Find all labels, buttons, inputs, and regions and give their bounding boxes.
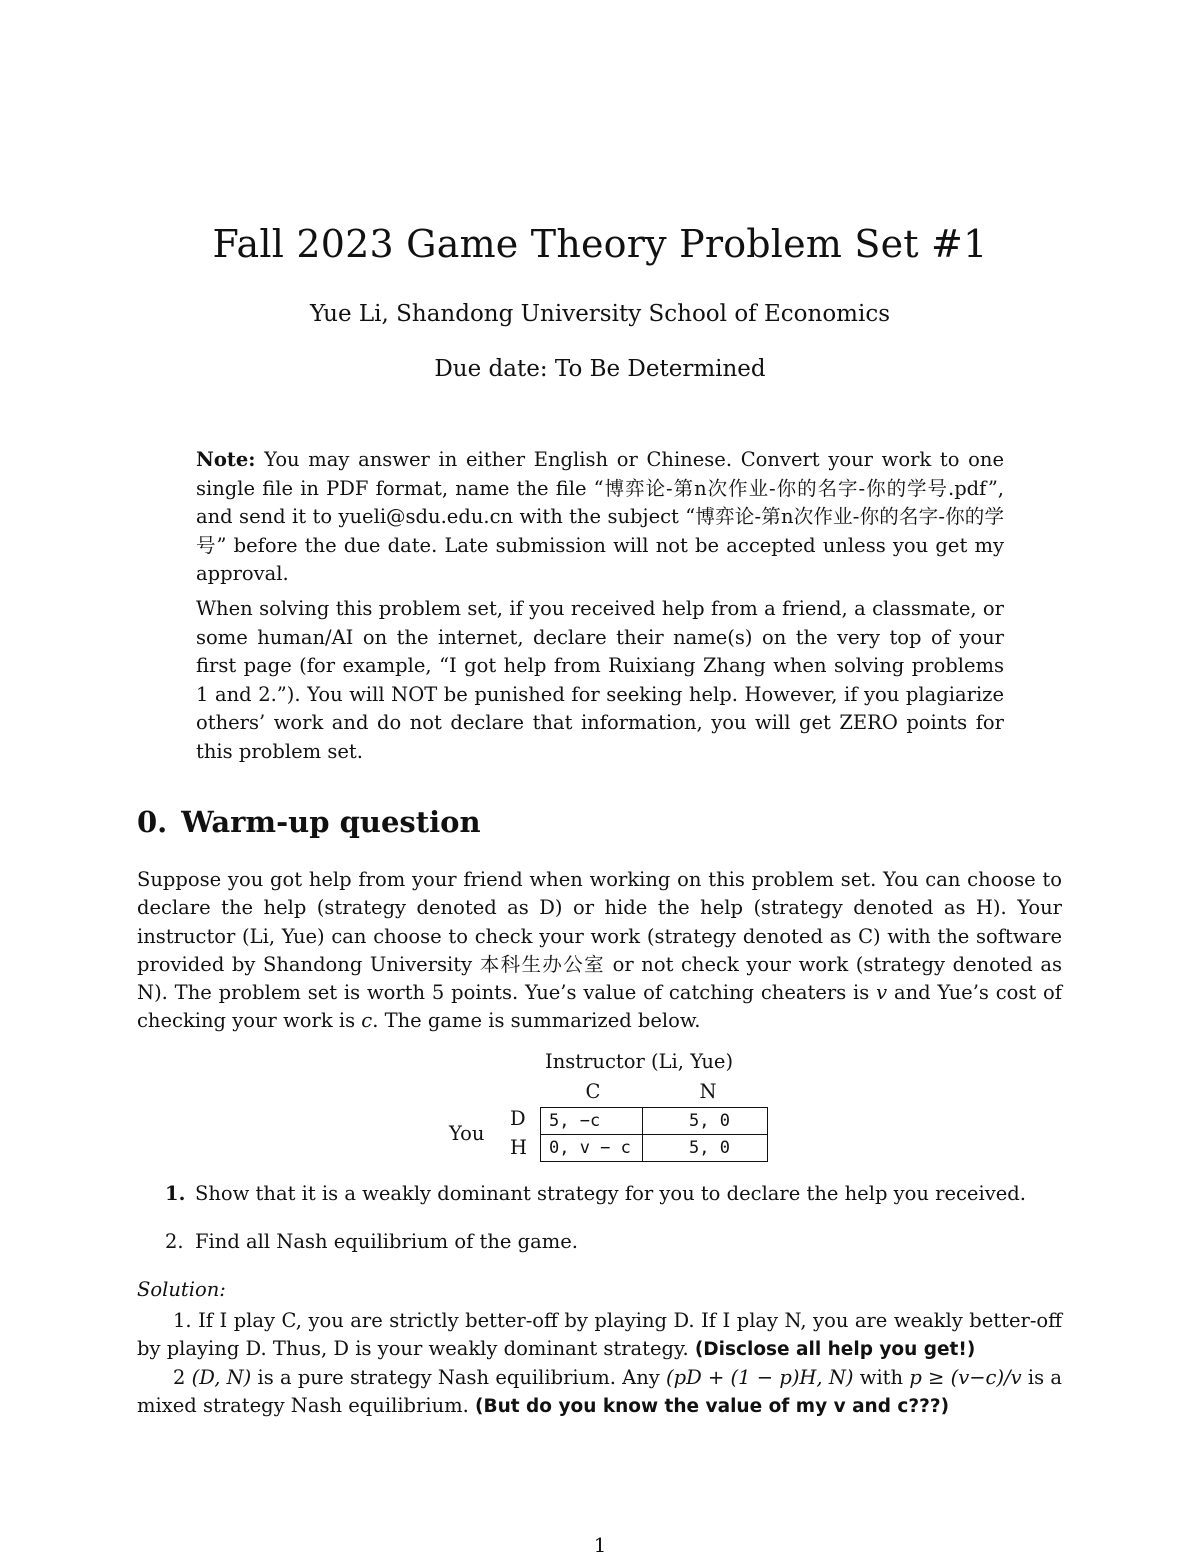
solution-emphasis: (Disclose all help you get!)	[694, 1339, 976, 1361]
solution-text: 1. If I play C, you are strictly better-off by playing D. If I play N, you are weakly better-off by playing D. Thus, D is your weakly dominant strategy.	[137, 1309, 1062, 1361]
var-v: v	[876, 981, 888, 1005]
column-label-c: C	[585, 1080, 601, 1103]
question-text: Show that it is a weakly dominant strategy for you to declare the help you received.	[195, 1182, 1026, 1205]
question-number: 2.	[165, 1230, 184, 1253]
note-text: You may answer in either English or Chinese. Convert your work to one single file in PDF format, name the file “博弈论-第n次作业-你的名字-你的学号.pdf”, and send it to yueli@sdu.edu.cn with the subject “博弈论-第n次作业-你的名字-你的学号” before the due date. Late submission will not be accepted unless you get my approval.	[196, 448, 1004, 585]
intro-text: . The game is summarized below.	[372, 1009, 701, 1033]
payoff-cell-dn: 5, 0	[643, 1108, 768, 1135]
column-label-n: N	[699, 1080, 717, 1103]
intro-text: and Yue’s cost of checking your work is	[137, 981, 1062, 1033]
mixed-equilibrium: (pD + (1 − p)H, N)	[666, 1366, 854, 1389]
payoff-row-h	[541, 1135, 768, 1162]
page-number: 1	[593, 1533, 607, 1557]
solution-label: Solution:	[137, 1278, 226, 1301]
section-heading	[137, 805, 481, 839]
page-title: Fall 2023 Game Theory Problem Set #1	[212, 222, 988, 266]
intro-paragraph	[137, 866, 1062, 1036]
row-label-h: H	[510, 1136, 528, 1159]
payoff-cell-dc: 5, −c	[541, 1108, 643, 1135]
solution-1	[137, 1307, 1062, 1365]
due-date: Due date: To Be Determined	[434, 356, 766, 382]
author-line: Yue Li, Shandong University School of Economics	[309, 301, 891, 327]
row-label-d: D	[510, 1107, 526, 1130]
section-number: 0.	[137, 805, 168, 839]
solution-text: with	[853, 1366, 910, 1389]
note-label: Note:	[196, 448, 256, 471]
question-number: 1.	[165, 1182, 186, 1205]
pure-equilibrium: (D, N)	[191, 1366, 252, 1389]
question-text: Find all Nash equilibrium of the game.	[195, 1230, 578, 1253]
solution-text: is a mixed strategy Nash equilibrium.	[137, 1366, 1062, 1418]
var-c: c	[361, 1009, 373, 1033]
probability-condition: p ≥ (v−c)/v	[909, 1366, 1022, 1389]
payoff-cell-hn: 5, 0	[643, 1135, 768, 1162]
section-title: Warm-up question	[181, 805, 481, 839]
payoff-cell-hc: 0, v − c	[541, 1135, 643, 1162]
solution-2	[137, 1364, 1062, 1422]
solution-text: 2	[173, 1366, 192, 1389]
solution-text: is a pure strategy Nash equilibrium. Any	[251, 1366, 667, 1389]
intro-text: Suppose you got help from your friend when working on this problem set. You can choose to declare the help (strategy denoted as D) or hide the help (strategy denoted as H). Your instructor (Li, Yue) can choose to check your work (strategy denoted as C) with the software provided by Shandong University 本科生办公室 or not check your work (strategy denoted as N). The problem set is worth 5 points. Yue’s value of catching cheaters is	[137, 868, 1062, 1005]
question-1	[165, 1182, 1026, 1205]
help-declaration-paragraph: When solving this problem set, if you received help from a friend, a classmate, or some human/AI on the internet, declare their name(s) on the very top of your first page (for example, “I got help from Ruixiang Zhang when solving problems 1 and 2.”). You will NOT be punished for seeking help. However, if you plagiarize others’ work and do not declare that information, you will get ZERO points for this problem set.	[196, 597, 1004, 763]
payoff-matrix	[540, 1107, 768, 1162]
payoff-row-d	[541, 1108, 768, 1135]
player1-label: You	[449, 1122, 485, 1145]
solution-emphasis: (But do you know the value of my v and c???)	[475, 1396, 950, 1418]
question-2	[165, 1230, 578, 1253]
note-paragraph	[196, 446, 1004, 589]
player2-label: Instructor (Li, Yue)	[545, 1050, 734, 1073]
